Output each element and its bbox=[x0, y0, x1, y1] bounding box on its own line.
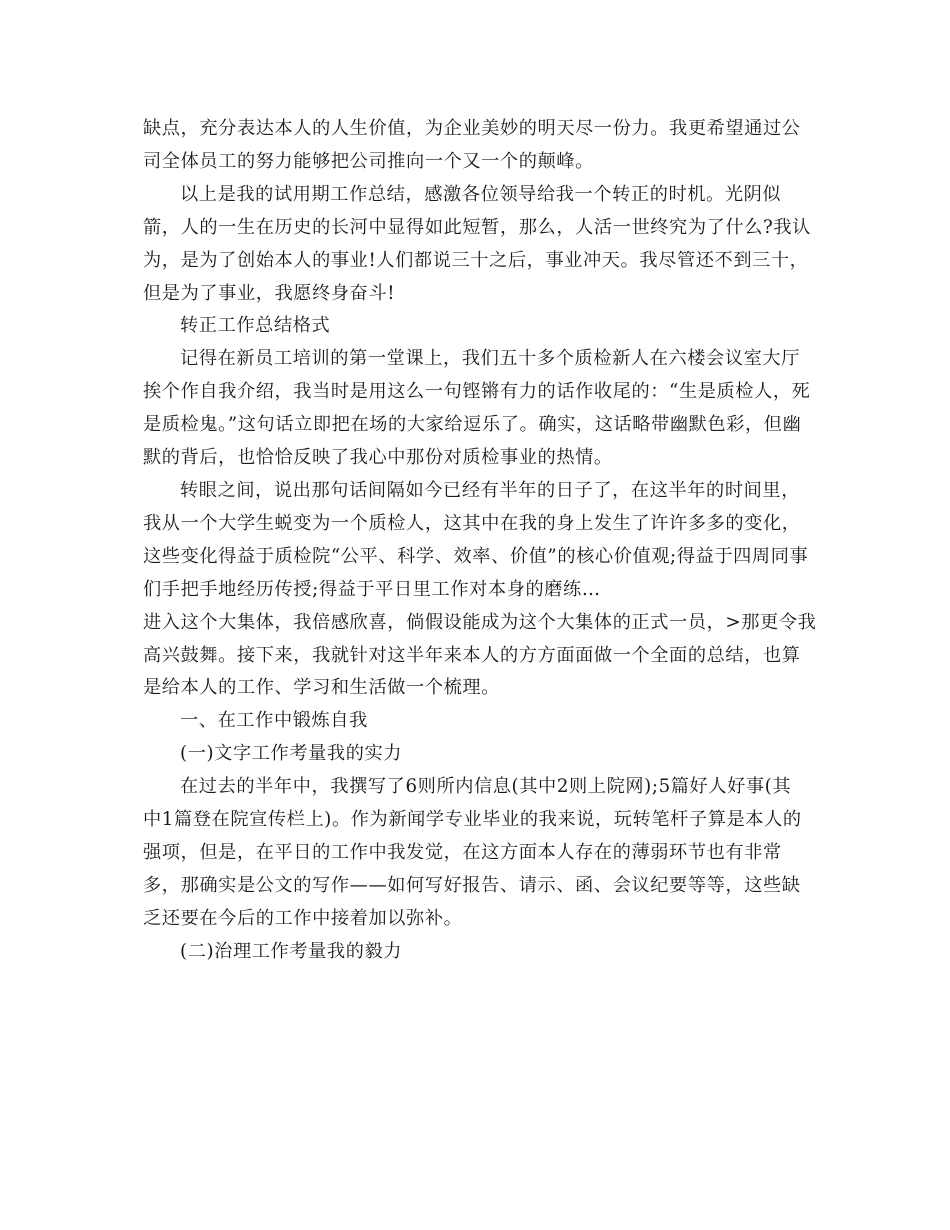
text-line: 是质检鬼。”这句话立即把在场的大家给逗乐了。确实，这话略带幽默色彩，但幽 bbox=[143, 414, 802, 436]
subsection-heading bbox=[143, 738, 808, 771]
text-line: 们手把手地经历传授;得益于平日里工作对本身的磨练… bbox=[143, 578, 601, 600]
paragraph bbox=[143, 343, 811, 475]
text-line: 为，是为了创始本人的事业!人们都说三十之后，事业冲天。我尽管还不到三十， bbox=[143, 249, 809, 271]
text-line: 箭，人的一生在历史的长河中显得如此短暂，那么，人活一世终究为了什么?我认 bbox=[143, 216, 811, 238]
section-heading bbox=[143, 705, 808, 738]
section-heading bbox=[143, 310, 808, 343]
text-line: 在过去的半年中，我撰写了6则所内信息(其中2则上院网);5篇好人好事(其 bbox=[180, 776, 792, 798]
text-line: 一、在工作中锻炼自我 bbox=[180, 710, 368, 732]
text-line: 这些变化得益于质检院“公平、科学、效率、价值”的核心价值观;得益于四周同事 bbox=[143, 545, 809, 567]
subsection-heading bbox=[143, 936, 808, 969]
paragraph bbox=[143, 113, 808, 179]
text-line: 转正工作总结格式 bbox=[180, 315, 331, 337]
text-line: 但是为了事业，我愿终身奋斗! bbox=[143, 282, 396, 304]
text-line: 转眼之间，说出那句话间隔如今已经有半年的日子了，在这半年的时间里， bbox=[180, 479, 800, 501]
text-line: 乏还要在今后的工作中接着加以弥补。 bbox=[143, 907, 463, 929]
text-line: (一)文字工作考量我的实力 bbox=[180, 743, 403, 765]
text-line: 缺点，充分表达本人的人生价值，为企业美妙的明天尽一份力。我更希望通过公 bbox=[143, 118, 801, 139]
text-line: 强项，但是，在平日的工作中我发觉，在这方面本人存在的薄弱环节也有非常 bbox=[143, 841, 782, 863]
text-line: 司全体员工的努力能够把公司推向一个又一个的颠峰。 bbox=[143, 150, 594, 172]
text-line: 高兴鼓舞。接下来，我就针对这半年来本人的方方面面做一个全面的总结，也算 bbox=[143, 644, 801, 666]
text-line: 中1篇登在院宣传栏上)。作为新闻学专业毕业的我来说，玩转笔杆子算是本人的 bbox=[143, 809, 802, 831]
paragraph bbox=[143, 475, 808, 607]
text-line: 记得在新员工培训的第一堂课上，我们五十多个质检新人在六楼会议室大厅 bbox=[180, 348, 800, 370]
document-body bbox=[143, 113, 817, 969]
text-line: 以上是我的试用期工作总结，感激各位领导给我一个转正的时机。光阴似 bbox=[180, 183, 782, 205]
paragraph bbox=[143, 179, 811, 311]
text-line: 进入这个大集体，我倍感欣喜，倘假设能成为这个大集体的正式一员，>那更令我 bbox=[143, 611, 817, 633]
text-line: 挨个作自我介绍，我当时是用这么一句铿锵有力的话作收尾的：“生是质检人，死 bbox=[143, 381, 811, 403]
text-line: 是给本人的工作、学习和生活做一个梳理。 bbox=[143, 677, 500, 699]
paragraph bbox=[143, 771, 808, 936]
text-line: 默的背后，也恰恰反映了我心中那份对质检事业的热情。 bbox=[143, 447, 613, 469]
paragraph bbox=[143, 607, 817, 706]
text-line: 我从一个大学生蜕变为一个质检人，这其中在我的身上发生了许许多多的变化， bbox=[143, 512, 801, 534]
text-line: 多，那确实是公文的写作——如何写好报告、请示、函、会议纪要等等，这些缺 bbox=[143, 874, 801, 896]
text-line: (二)治理工作考量我的毅力 bbox=[180, 940, 403, 962]
